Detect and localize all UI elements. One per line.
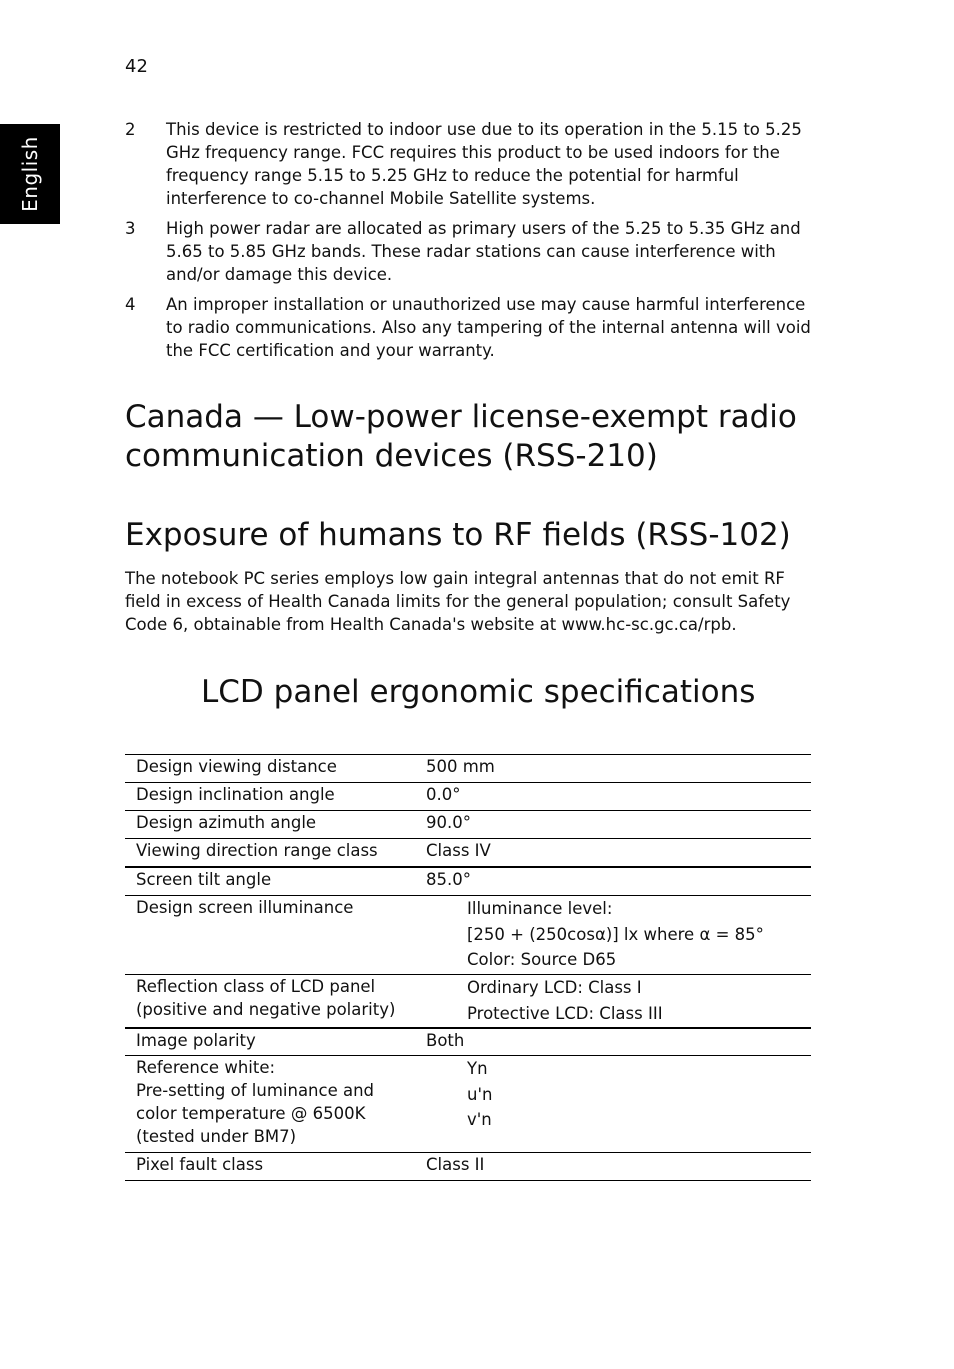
language-tab-label: English bbox=[18, 136, 42, 212]
table-row bbox=[125, 1152, 811, 1181]
table-row bbox=[125, 810, 811, 838]
table-row bbox=[125, 1055, 811, 1152]
table-row bbox=[125, 838, 811, 866]
footnote bbox=[125, 293, 815, 362]
table-row bbox=[125, 866, 811, 895]
spec-value: Ordinary LCD: Class I Protective LCD: Class III bbox=[467, 978, 663, 1023]
spec-value: Illuminance level: [250 + (250cosα)] lx where α = 85° Color: Source D65 bbox=[467, 899, 764, 969]
spec-parameter: Reflection class of LCD panel (positive and negative polarity) bbox=[136, 977, 396, 1019]
spec-value: Both bbox=[426, 1031, 465, 1050]
lcd-spec-table bbox=[125, 754, 811, 1181]
spec-parameter: Design viewing distance bbox=[136, 757, 337, 776]
footnotes-list bbox=[125, 118, 815, 369]
footnote-number: 3 bbox=[125, 219, 136, 238]
footnote-text: This device is restricted to indoor use due to its operation in the 5.15 to 5.25 GHz frequency range. FCC requires this product to be used indoors for the frequency range 5.15 to 5.25 GHz to reduce the potential for harmful interference to co-channel Mobile Satellite systems. bbox=[166, 120, 802, 208]
page-number: 42 bbox=[125, 56, 148, 77]
exposure-heading: Exposure of humans to RF fields (RSS-102) bbox=[125, 517, 791, 553]
spec-parameter: Design azimuth angle bbox=[136, 813, 317, 832]
spec-parameter: Viewing direction range class bbox=[136, 841, 378, 860]
spec-parameter: Image polarity bbox=[136, 1031, 256, 1050]
footnote-number: 2 bbox=[125, 120, 136, 139]
footnote-text: High power radar are allocated as primary users of the 5.25 to 5.35 GHz and 5.65 to 5.85 GHz bands. These radar stations can cause interference with and/or damage this device. bbox=[166, 219, 801, 284]
spec-value: Class II bbox=[426, 1155, 485, 1174]
spec-value: 85.0° bbox=[426, 870, 471, 889]
table-row bbox=[125, 754, 811, 782]
spec-parameter: Reference white: Pre-setting of luminance and color temperature @ 6500K (tested under BM7) bbox=[136, 1058, 375, 1146]
exposure-paragraph: The notebook PC series employs low gain integral antennas that do not emit RF field in excess of Health Canada limits for the general population; consult Safety Code 6, obtainable from Health Canada's website at www.hc-sc.gc.ca/rpb. bbox=[125, 569, 791, 634]
table-row bbox=[125, 974, 811, 1027]
language-tab bbox=[0, 124, 60, 224]
footnote-text: An improper installation or unauthorized use may cause harmful interference to radio communications. Also any tampering of the internal antenna will void the FCC certification and your warranty. bbox=[166, 295, 811, 360]
footnote-number: 4 bbox=[125, 295, 136, 314]
lcd-specs-heading: LCD panel ergonomic specifications bbox=[201, 674, 756, 710]
spec-parameter: Pixel fault class bbox=[136, 1155, 264, 1174]
spec-value: 500 mm bbox=[426, 757, 495, 776]
spec-parameter: Screen tilt angle bbox=[136, 870, 272, 889]
spec-value: 90.0° bbox=[426, 813, 471, 832]
table-row bbox=[125, 895, 811, 974]
spec-value: 0.0° bbox=[426, 785, 461, 804]
spec-value: Class IV bbox=[426, 841, 491, 860]
table-row bbox=[125, 782, 811, 810]
footnote bbox=[125, 217, 815, 286]
canada-heading: Canada — Low-power license-exempt radio communication devices (RSS-210) bbox=[125, 399, 797, 474]
spec-value: Yn u'n v'n bbox=[467, 1059, 493, 1129]
spec-parameter: Design screen illuminance bbox=[136, 898, 354, 917]
table-row bbox=[125, 1027, 811, 1055]
footnote bbox=[125, 118, 815, 210]
spec-parameter: Design inclination angle bbox=[136, 785, 335, 804]
